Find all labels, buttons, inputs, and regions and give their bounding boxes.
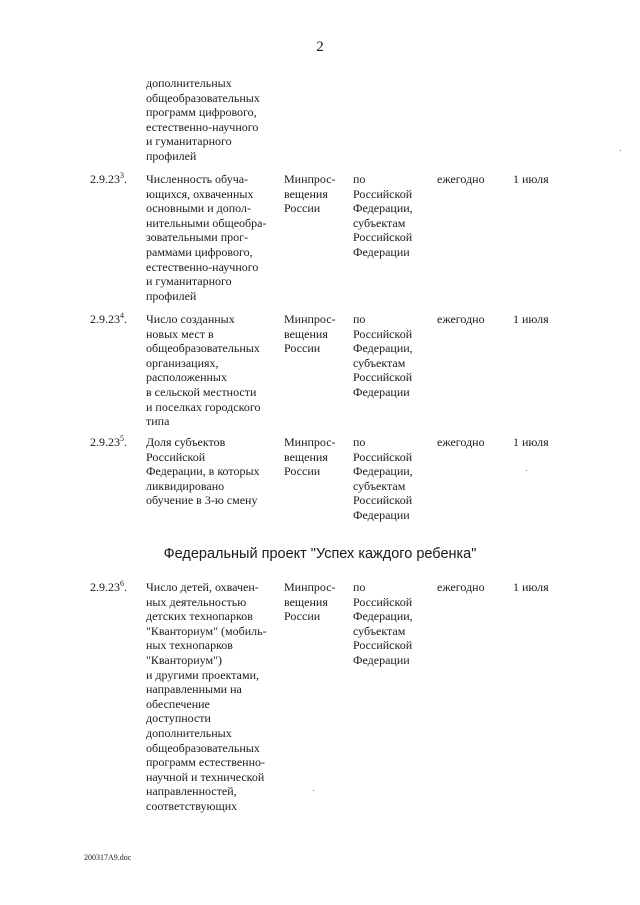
row-code xyxy=(90,312,127,327)
row-indicator-name: Доля субъектов Российской Федерации, в которых ликвидировано обучение в 3-ю смену xyxy=(146,435,260,508)
scan-speck xyxy=(620,150,621,151)
row-ministry: Минпрос- вещения России xyxy=(284,580,336,624)
row-code xyxy=(90,172,127,187)
row-code-base: 2.9.23 xyxy=(90,435,120,449)
row-region: по Российской Федерации, субъектам Российской Федерации xyxy=(353,172,413,259)
row-code-dot: . xyxy=(124,172,127,186)
row-code-dot: . xyxy=(124,312,127,326)
row-region: по Российской Федерации, субъектам Российской Федерации xyxy=(353,580,413,667)
row-code-dot: . xyxy=(124,580,127,594)
row-frequency: ежегодно xyxy=(437,435,485,449)
row-date: 1 июля xyxy=(513,435,549,449)
row-indicator-name: Число детей, охвачен- ных деятельностью детских технопарков "Кванториум" (мобиль- ных технопарков "Кванториум") и другими проектами, направленными на обеспечение доступности дополнительных общеобразовательных программ естественно- научной и технической направленностей, соответствующих xyxy=(146,580,267,813)
row-code-base: 2.9.23 xyxy=(90,312,120,326)
row-date: 1 июля xyxy=(513,580,549,594)
continuation-name-text: дополнительных общеобразовательных программ цифрового, естественно-научного и гуманитарного профилей xyxy=(146,76,260,163)
scan-speck xyxy=(526,470,527,471)
row-ministry: Минпрос- вещения России xyxy=(284,172,336,216)
row-region: по Российской Федерации, субъектам Российской Федерации xyxy=(353,312,413,399)
row-date: 1 июля xyxy=(513,172,549,186)
row-code-sup: 6 xyxy=(120,579,124,588)
row-ministry: Минпрос- вещения России xyxy=(284,312,336,356)
row-frequency: ежегодно xyxy=(437,580,485,594)
row-code-dot: . xyxy=(124,435,127,449)
row-region: по Российской Федерации, субъектам Российской Федерации xyxy=(353,435,413,522)
row-indicator-name: Численность обуча- ющихся, охваченных основными и допол- нительными общеобра- зовательными прог- раммами цифрового, естественно-научного и гуманитарного профилей xyxy=(146,172,267,303)
row-code-base: 2.9.23 xyxy=(90,580,120,594)
row-code-sup: 4 xyxy=(120,311,124,320)
page-number: 2 xyxy=(316,39,324,55)
row-code-sup: 3 xyxy=(120,171,124,180)
row-ministry: Минпрос- вещения России xyxy=(284,435,336,479)
footer-filename: 200317A9.doc xyxy=(84,853,132,862)
row-date: 1 июля xyxy=(513,312,549,326)
row-code xyxy=(90,435,127,450)
row-indicator-name: Число созданных новых мест в общеобразовательных организациях, расположенных в сельской местности и поселках городского типа xyxy=(146,312,261,429)
row-code-sup: 5 xyxy=(120,434,124,443)
row-code xyxy=(90,580,127,595)
row-frequency: ежегодно xyxy=(437,312,485,326)
section-title: Федеральный проект "Успех каждого ребенка" xyxy=(163,546,477,562)
row-code-base: 2.9.23 xyxy=(90,172,120,186)
row-frequency: ежегодно xyxy=(437,172,485,186)
scan-speck xyxy=(313,790,314,791)
